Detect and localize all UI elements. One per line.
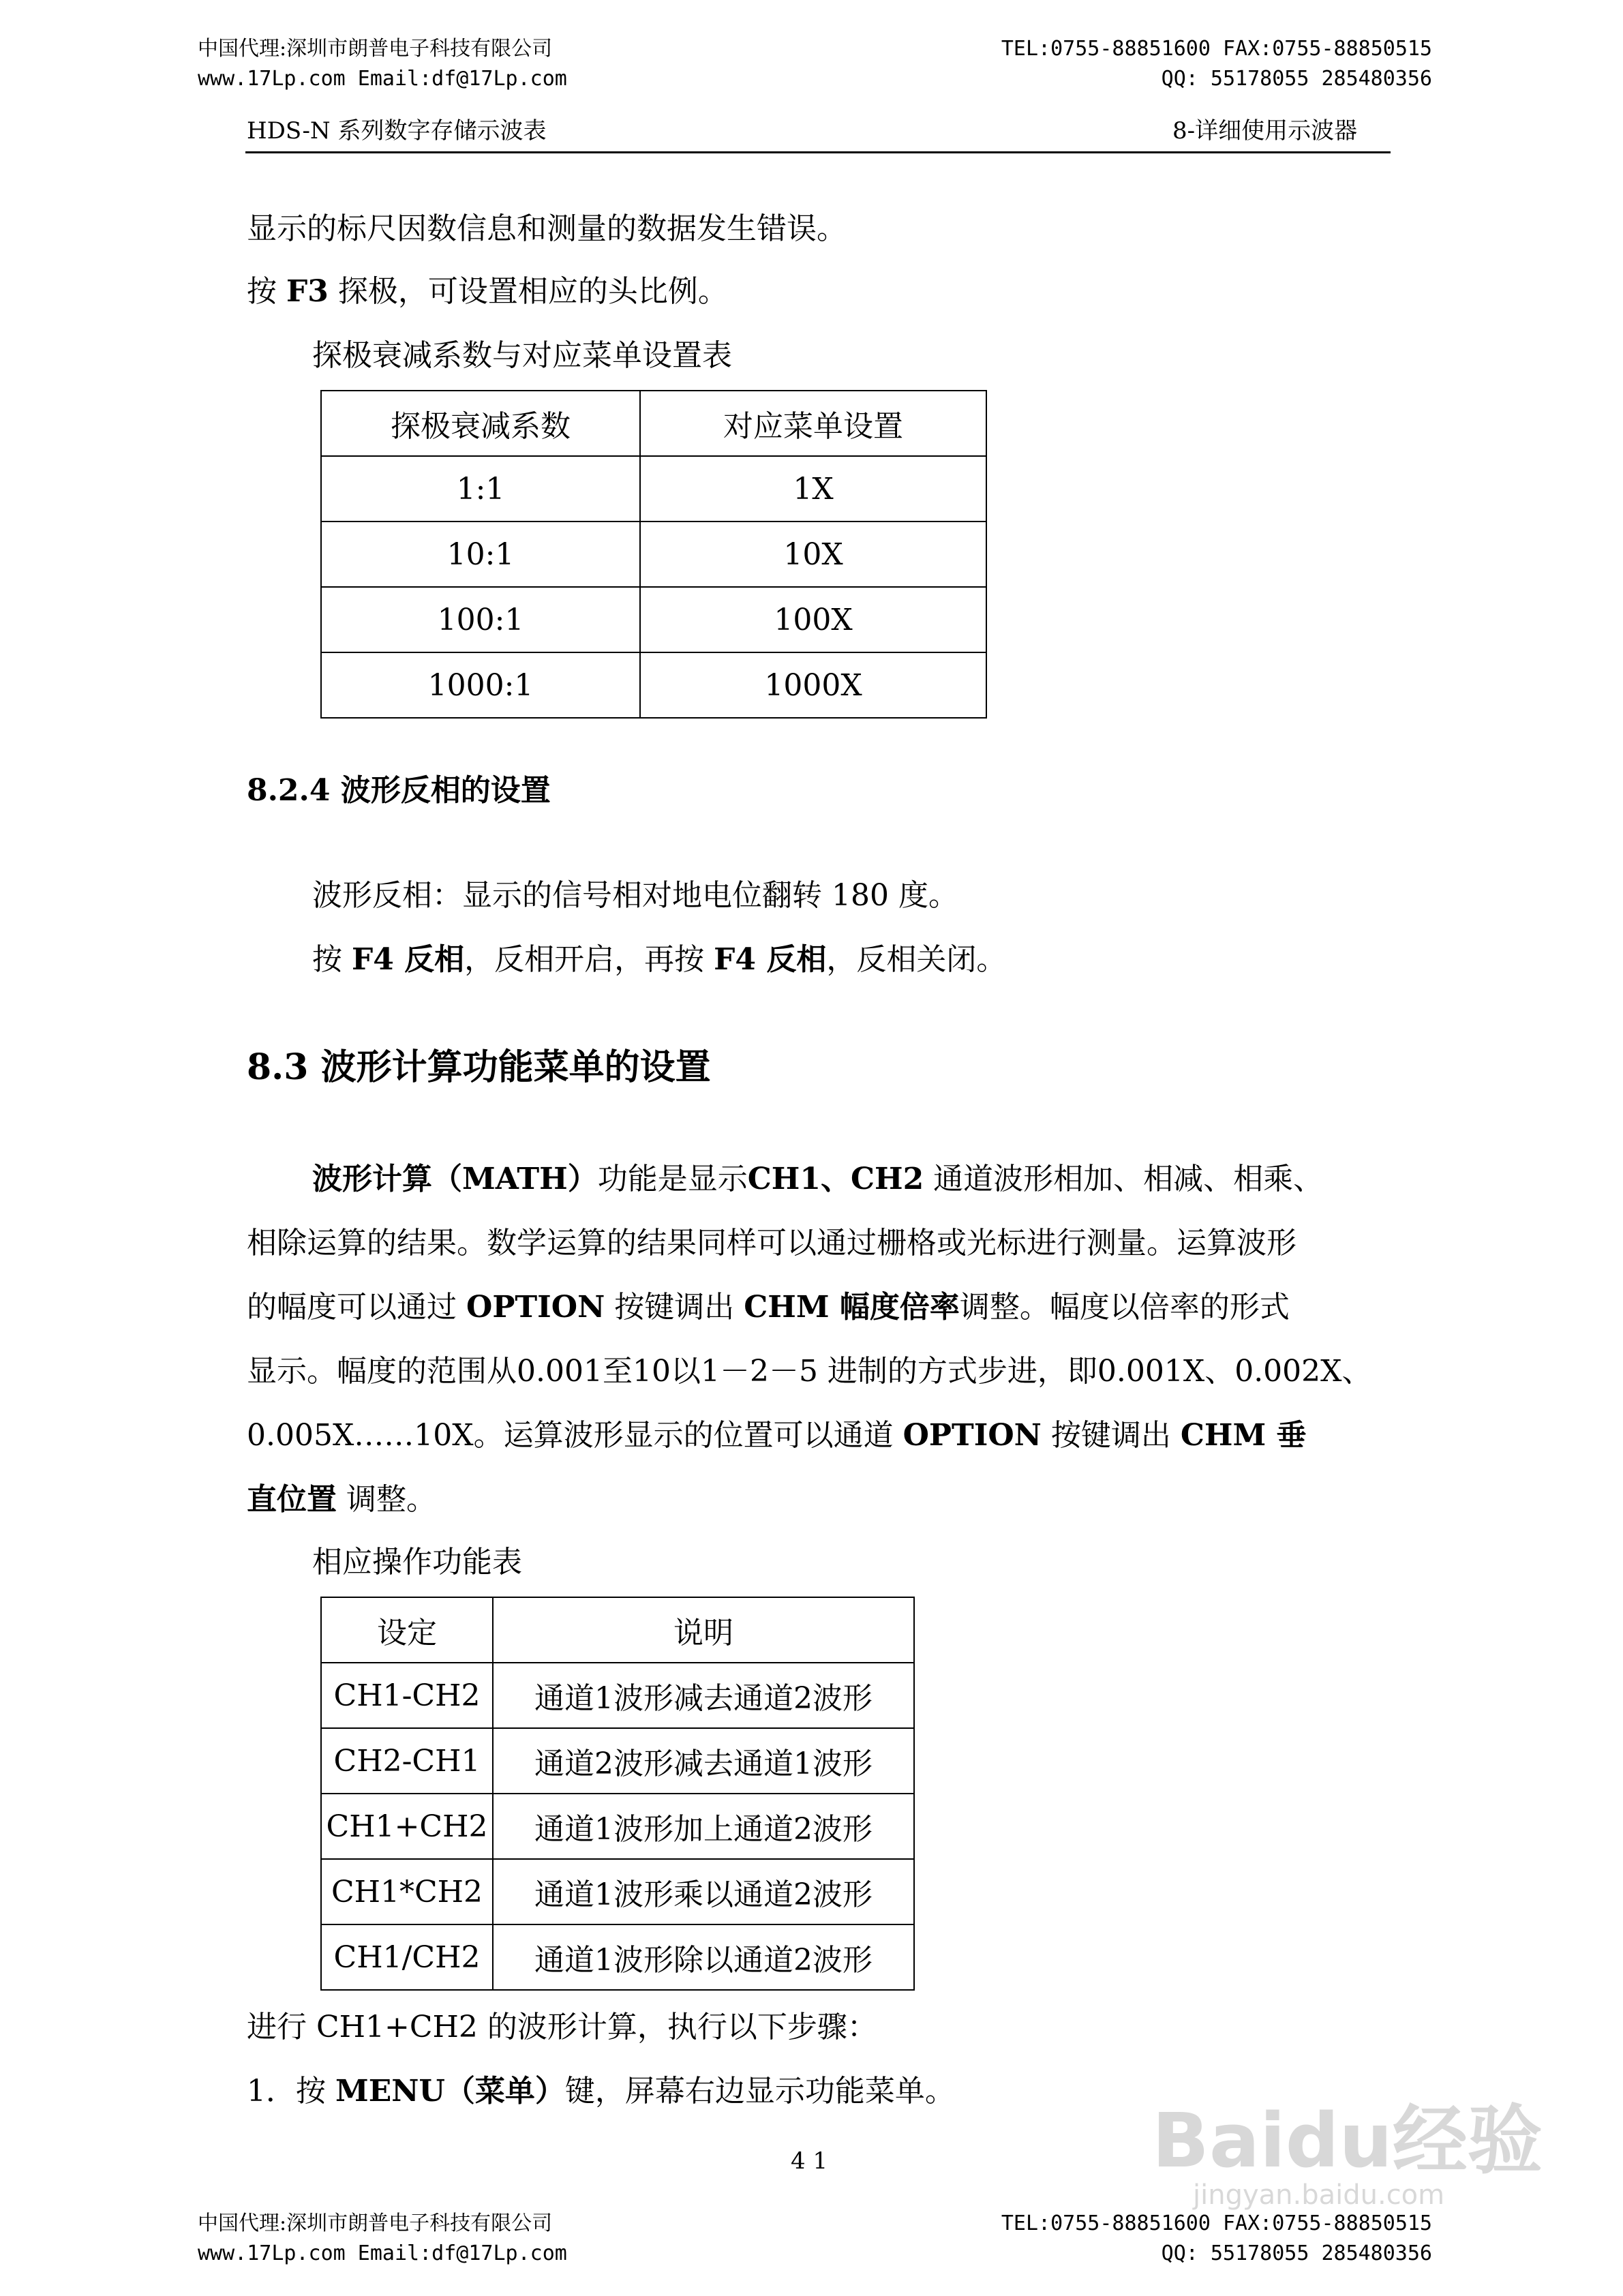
table-cell: CH1*CH2 — [321, 1859, 493, 1924]
section-heading-8-2-4: 8.2.4 波形反相的设置 — [247, 773, 551, 808]
table-row — [321, 587, 986, 652]
table-row — [321, 1859, 914, 1924]
table-cell: 100:1 — [321, 587, 640, 652]
invert-instruction: 按 F4 反相，反相开启，再按 F4 反相，反相关闭。 — [312, 942, 1007, 977]
text-line: 显示的标尺因数信息和测量的数据发生错误。 — [247, 211, 847, 246]
table-header-row — [321, 391, 986, 456]
probe-instruction: 按 F3 探极，可设置相应的头比例。 — [247, 274, 728, 309]
chapter-title: 8-详细使用示波器 — [1172, 117, 1358, 145]
baidu-watermark-url: jingyan.baidu.com — [1193, 2179, 1445, 2211]
table-cell: 通道2波形减去通道1波形 — [493, 1728, 914, 1794]
math-paragraph-line: 0.005X……10X。运算波形显示的位置可以通道 OPTION 按键调出 CHM 垂 — [247, 1418, 1307, 1453]
table-cell: 通道1波形加上通道2波形 — [493, 1794, 914, 1859]
table-cell: 1000:1 — [321, 652, 640, 718]
footer-tel-fax: TEL:0755-88851600 FAX:0755-88850515 — [1001, 2211, 1432, 2235]
table-cell: 通道1波形乘以通道2波形 — [493, 1859, 914, 1924]
math-paragraph-line: 相除运算的结果。数学运算的结果同样可以通过栅格或光标进行测量。运算波形 — [247, 1226, 1296, 1260]
table-header-cell: 对应菜单设置 — [640, 391, 986, 456]
probe-attenuation-table — [320, 390, 987, 719]
table-header-cell: 探极衰减系数 — [321, 391, 640, 456]
footer-qq: QQ: 55178055 285480356 — [1161, 2241, 1432, 2265]
table-cell: 1:1 — [321, 456, 640, 522]
header-company: 中国代理:深圳市朗普电子科技有限公司 — [198, 37, 553, 61]
table-cell: 10:1 — [321, 522, 640, 587]
table-cell: CH1+CH2 — [321, 1794, 493, 1859]
baidu-watermark-logo: Baidu经验 — [1152, 2097, 1543, 2184]
step-1: 1．按 MENU（菜单）键，屏幕右边显示功能菜单。 — [247, 2074, 955, 2109]
table-cell: 1000X — [640, 652, 986, 718]
math-function-table — [320, 1597, 915, 1991]
table-row — [321, 1794, 914, 1859]
table-row — [321, 1924, 914, 1990]
table-row — [321, 1728, 914, 1794]
table-row — [321, 522, 986, 587]
table-cell: 10X — [640, 522, 986, 587]
table-cell: 通道1波形除以通道2波形 — [493, 1924, 914, 1990]
section-heading-8-3: 8.3 波形计算功能菜单的设置 — [247, 1046, 711, 1088]
table-row — [321, 1663, 914, 1728]
page-number: 4 1 — [791, 2147, 828, 2175]
header-tel-fax: TEL:0755-88851600 FAX:0755-88850515 — [1001, 37, 1432, 61]
math-paragraph-line: 显示。幅度的范围从0.001至10以1－2－5 进制的方式步进，即0.001X、0.002X、 — [247, 1354, 1372, 1389]
math-paragraph-line: 波形计算（MATH）功能是显示CH1、CH2 通道波形相加、相减、相乘、 — [312, 1162, 1324, 1196]
doc-title: HDS-N 系列数字存储示波表 — [247, 117, 547, 145]
math-paragraph-line: 的幅度可以通过 OPTION 按键调出 CHM 幅度倍率调整。幅度以倍率的形式 — [247, 1290, 1290, 1325]
table-row — [321, 456, 986, 522]
table-cell: 通道1波形减去通道2波形 — [493, 1663, 914, 1728]
table-cell: CH1/CH2 — [321, 1924, 493, 1990]
table-header-cell: 设定 — [321, 1597, 493, 1663]
header-rule — [245, 151, 1391, 153]
table-header-cell: 说明 — [493, 1597, 914, 1663]
table-cell: 1X — [640, 456, 986, 522]
table2-caption: 相应操作功能表 — [312, 1545, 522, 1580]
header-qq: QQ: 55178055 285480356 — [1161, 67, 1432, 91]
footer-web-email: www.17Lp.com Email:df@17Lp.com — [198, 2241, 567, 2265]
table-cell: CH1-CH2 — [321, 1663, 493, 1728]
table1-caption: 探极衰减系数与对应菜单设置表 — [312, 338, 732, 373]
steps-intro: 进行 CH1+CH2 的波形计算，执行以下步骤： — [247, 2010, 877, 2044]
table-row — [321, 652, 986, 718]
footer-company: 中国代理:深圳市朗普电子科技有限公司 — [198, 2211, 553, 2235]
table-header-row — [321, 1597, 914, 1663]
table-cell: CH2-CH1 — [321, 1728, 493, 1794]
table-cell: 100X — [640, 587, 986, 652]
math-paragraph-line: 直位置 调整。 — [247, 1482, 436, 1517]
header-web-email: www.17Lp.com Email:df@17Lp.com — [198, 67, 567, 91]
invert-description: 波形反相：显示的信号相对地电位翻转 180 度。 — [312, 878, 958, 913]
